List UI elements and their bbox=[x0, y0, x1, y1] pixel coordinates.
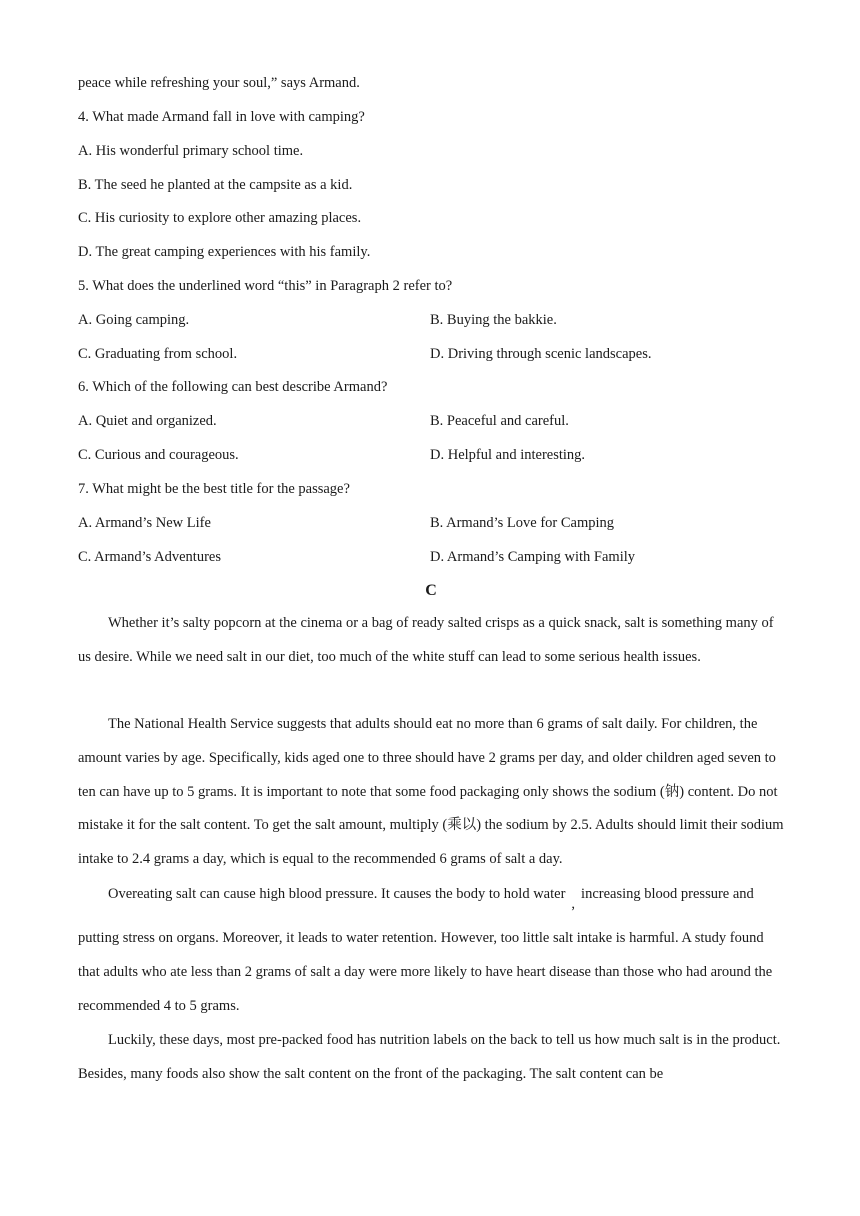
paragraph-3-opening-text: Overeating salt can cause high blood pressure. It causes the body to hold water bbox=[108, 886, 566, 902]
paragraph-3-comma: , bbox=[571, 896, 576, 912]
question-4-option-a: A. His wonderful primary school time. bbox=[78, 143, 304, 159]
passage-tail-line: peace while refreshing your soul,” says Armand. bbox=[78, 75, 360, 91]
paragraph-3-opening-continuation: increasing blood pressure and bbox=[581, 886, 754, 902]
question-7-stem: 7. What might be the best title for the passage? bbox=[78, 481, 350, 497]
question-6-stem: 6. Which of the following can best describe Armand? bbox=[78, 379, 388, 395]
question-6-option-c: C. Curious and courageous. bbox=[78, 447, 239, 463]
question-7-option-b: B. Armand’s Love for Camping bbox=[430, 515, 615, 531]
question-6-option-d: D. Helpful and interesting. bbox=[430, 447, 586, 463]
question-6-option-a: A. Quiet and organized. bbox=[78, 413, 217, 429]
section-c-paragraph-2: The National Health Service suggests that adults should eat no more than 6 grams of salt daily. For children, the amount varies by age. Specifically, kids aged one to three should have 2 grams per day, and older children aged seven to ten can have up to 5 grams. It is important to note that some food packaging only shows the sodium (钠) content. Do not mistake it for the salt content. To get the salt amount, multiply (乘以) the sodium by 2.5. Adults should limit their sodium intake to 2.4 grams a day, which is equal to the recommended 6 grams of salt a day. bbox=[78, 716, 784, 868]
question-5-option-d: D. Driving through scenic landscapes. bbox=[430, 346, 652, 362]
question-5-stem: 5. What does the underlined word “this” in Paragraph 2 refer to? bbox=[78, 278, 453, 294]
question-5-option-c: C. Graduating from school. bbox=[78, 346, 238, 362]
question-5-option-b: B. Buying the bakkie. bbox=[430, 312, 557, 328]
section-c-paragraph-3-first-line bbox=[108, 885, 754, 912]
section-c-paragraph-4: Luckily, these days, most pre-packed food has nutrition labels on the back to tell us how much salt is in the product. Besides, many foods also show the salt content on the front of the packaging. The salt content can be bbox=[78, 1032, 781, 1082]
section-c-paragraph-1: Whether it’s salty popcorn at the cinema or a bag of ready salted crisps as a quick snack, salt is something many of us desire. While we need salt in our diet, too much of the white stuff can lead to some serious health issues. bbox=[78, 615, 774, 665]
question-4-option-c: C. His curiosity to explore other amazing places. bbox=[78, 210, 362, 226]
question-7-option-c: C. Armand’s Adventures bbox=[78, 549, 221, 565]
question-7-option-a: A. Armand’s New Life bbox=[78, 515, 211, 531]
question-4-option-d: D. The great camping experiences with his family. bbox=[78, 244, 371, 260]
question-5-option-a: A. Going camping. bbox=[78, 312, 190, 328]
section-c-heading: C bbox=[425, 582, 437, 599]
question-4-option-b: B. The seed he planted at the campsite as a kid. bbox=[78, 177, 353, 193]
question-6-option-b: B. Peaceful and careful. bbox=[430, 413, 569, 429]
question-4-stem: 4. What made Armand fall in love with camping? bbox=[78, 109, 365, 125]
section-c-paragraph-3-rest: putting stress on organs. Moreover, it leads to water retention. However, too little salt intake is harmful. A study found that adults who ate less than 2 grams of salt a day were more likely to have heart disease than those who had around the recommended 4 to 5 grams. bbox=[78, 930, 773, 1014]
question-7-option-d: D. Armand’s Camping with Family bbox=[430, 549, 636, 565]
